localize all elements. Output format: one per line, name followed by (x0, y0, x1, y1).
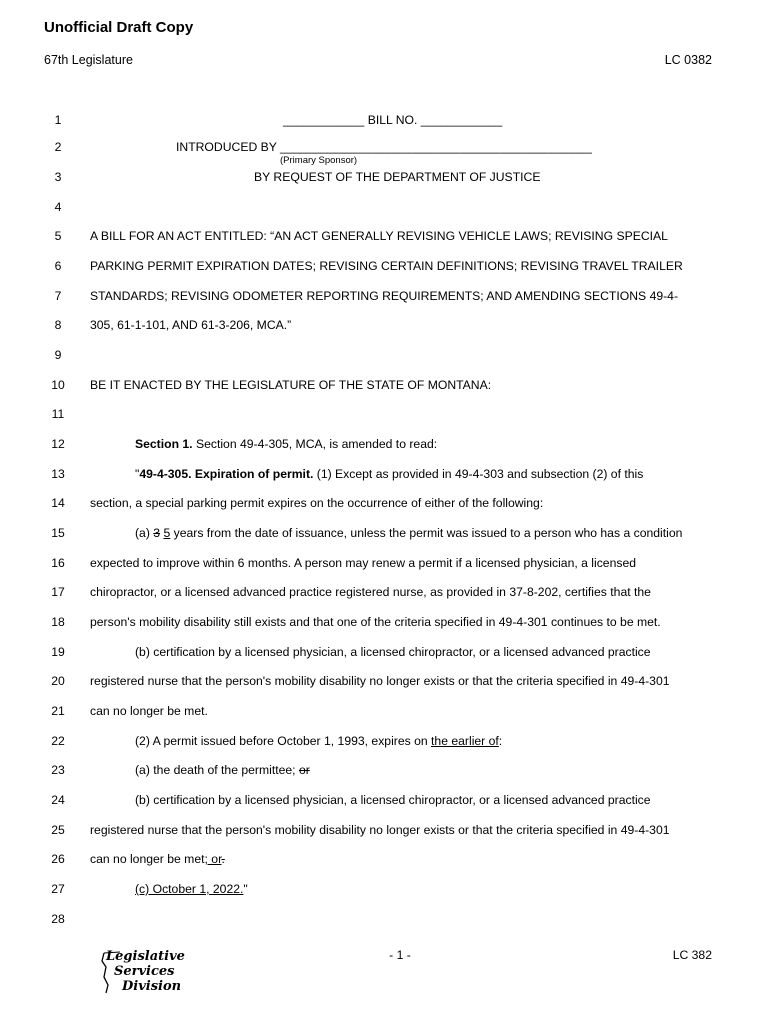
line-number: 13 (51, 467, 65, 481)
subsection-label: (a) (135, 526, 154, 540)
statute-text: (2) A permit issued before October 1, 1993, expires on (135, 734, 432, 748)
draft-title: Unofficial Draft Copy (44, 19, 194, 36)
statute-heading: 49-4-305. Expiration of permit. (139, 467, 314, 481)
statute-line: registered nurse that the person's mobility disability no longer exists or that the criteria specified in 49-4-301 (90, 674, 670, 688)
inserted-text: (c) October 1, 2022. (135, 882, 244, 896)
statute-line (135, 734, 502, 748)
line-number: 6 (54, 259, 62, 273)
line-number: 25 (51, 823, 65, 837)
line-number: 11 (51, 407, 65, 421)
statute-line: can no longer be met. (90, 704, 208, 718)
line-number: 7 (54, 289, 62, 303)
lc-number-footer: LC 382 (672, 948, 712, 962)
open-quote: " (135, 467, 140, 481)
statute-text: : (498, 734, 503, 748)
inserted-text: the earlier of (431, 734, 499, 748)
statute-line: chiropractor, or a licensed advanced practice registered nurse, as provided in 37-8-202, certifies that the (90, 585, 651, 599)
primary-sponsor-label: (Primary Sponsor) (280, 155, 358, 166)
struck-text: . (221, 852, 225, 866)
statute-line (135, 526, 682, 540)
bill-title-line: A BILL FOR AN ACT ENTITLED: “AN ACT GENERALLY REVISING VEHICLE LAWS; REVISING SPECIAL (90, 229, 668, 243)
statute-text: years from the date of issuance, unless the permit was issued to a person who has a condition (170, 526, 683, 540)
statute-text: can no longer be met (90, 852, 205, 866)
line-number: 3 (54, 170, 62, 184)
section-heading (135, 437, 437, 451)
struck-text: or (298, 763, 310, 777)
statute-line (135, 763, 310, 777)
bill-title-line: STANDARDS; REVISING ODOMETER REPORTING REQUIREMENTS; AND AMENDING SECTIONS 49-4- (90, 289, 679, 303)
logo-text: Division (122, 979, 182, 994)
page-number: - 1 - (389, 948, 411, 962)
line-number: 17 (51, 585, 65, 599)
line-number: 1 (54, 113, 62, 127)
struck-text: 3 (153, 526, 161, 540)
section-intro: Section 49-4-305, MCA, is amended to read: (192, 437, 438, 451)
statute-line (90, 852, 225, 866)
enacting-clause: BE IT ENACTED BY THE LEGISLATURE OF THE STATE OF MONTANA: (90, 378, 492, 392)
line-number: 18 (51, 615, 65, 629)
logo-text: Legislative (106, 949, 185, 964)
statute-line: person's mobility disability still exists and that one of the criteria specified in 49-4-301 continues to be met. (90, 615, 661, 629)
statute-line: expected to improve within 6 months. A person may renew a permit if a licensed physician, a licensed (90, 556, 637, 570)
line-number: 22 (51, 734, 65, 748)
legislature-label: 67th Legislature (44, 53, 133, 67)
line-number: 21 (51, 704, 65, 718)
line-number: 14 (51, 496, 65, 510)
bill-title-line: 305, 61-1-101, AND 61-3-206, MCA.” (90, 318, 292, 332)
inserted-text: 5 (163, 526, 171, 540)
line-number: 8 (54, 318, 62, 332)
line-number: 27 (51, 882, 65, 896)
line-number: 20 (51, 674, 65, 688)
statute-line: (b) certification by a licensed physician, a licensed chiropractor, or a licensed advanced practice (135, 645, 651, 659)
line-number: 24 (51, 793, 65, 807)
line-number: 28 (51, 912, 65, 926)
statute-text: (1) Except as provided in 49-4-303 and subsection (2) of this (313, 467, 644, 481)
statute-line: (b) certification by a licensed physician, a licensed chiropractor, or a licensed advanced practice (135, 793, 651, 807)
inserted-text: ; or (204, 852, 222, 866)
line-number: 9 (54, 348, 62, 362)
line-number: 15 (51, 526, 65, 540)
line-number: 12 (51, 437, 65, 451)
line-number: 23 (51, 763, 65, 777)
section-label: Section 1. (135, 437, 193, 451)
line-number: 19 (51, 645, 65, 659)
line-number: 26 (51, 852, 65, 866)
logo-text: Services (114, 964, 175, 979)
lc-number-header: LC 0382 (664, 53, 712, 67)
statute-line: section, a special parking permit expires on the occurrence of either of the following: (90, 496, 544, 510)
statute-line (135, 882, 248, 896)
statute-line: registered nurse that the person's mobility disability no longer exists or that the criteria specified in 49-4-301 (90, 823, 670, 837)
close-quote: " (243, 882, 248, 896)
statute-line (135, 467, 643, 481)
by-request-line: BY REQUEST OF THE DEPARTMENT OF JUSTICE (254, 170, 541, 184)
line-number: 4 (54, 200, 62, 214)
bill-number-line: ____________ BILL NO. ____________ (283, 113, 503, 127)
line-number: 16 (51, 556, 65, 570)
line-number: 5 (54, 229, 62, 243)
statute-text: (a) the death of the permittee; (135, 763, 299, 777)
bill-title-line: PARKING PERMIT EXPIRATION DATES; REVISING CERTAIN DEFINITIONS; REVISING TRAVEL TRAILER (90, 259, 683, 273)
line-number: 2 (54, 140, 62, 154)
introduced-by-line: INTRODUCED BY ______________________________________________ (176, 140, 592, 154)
line-number: 10 (51, 378, 65, 392)
